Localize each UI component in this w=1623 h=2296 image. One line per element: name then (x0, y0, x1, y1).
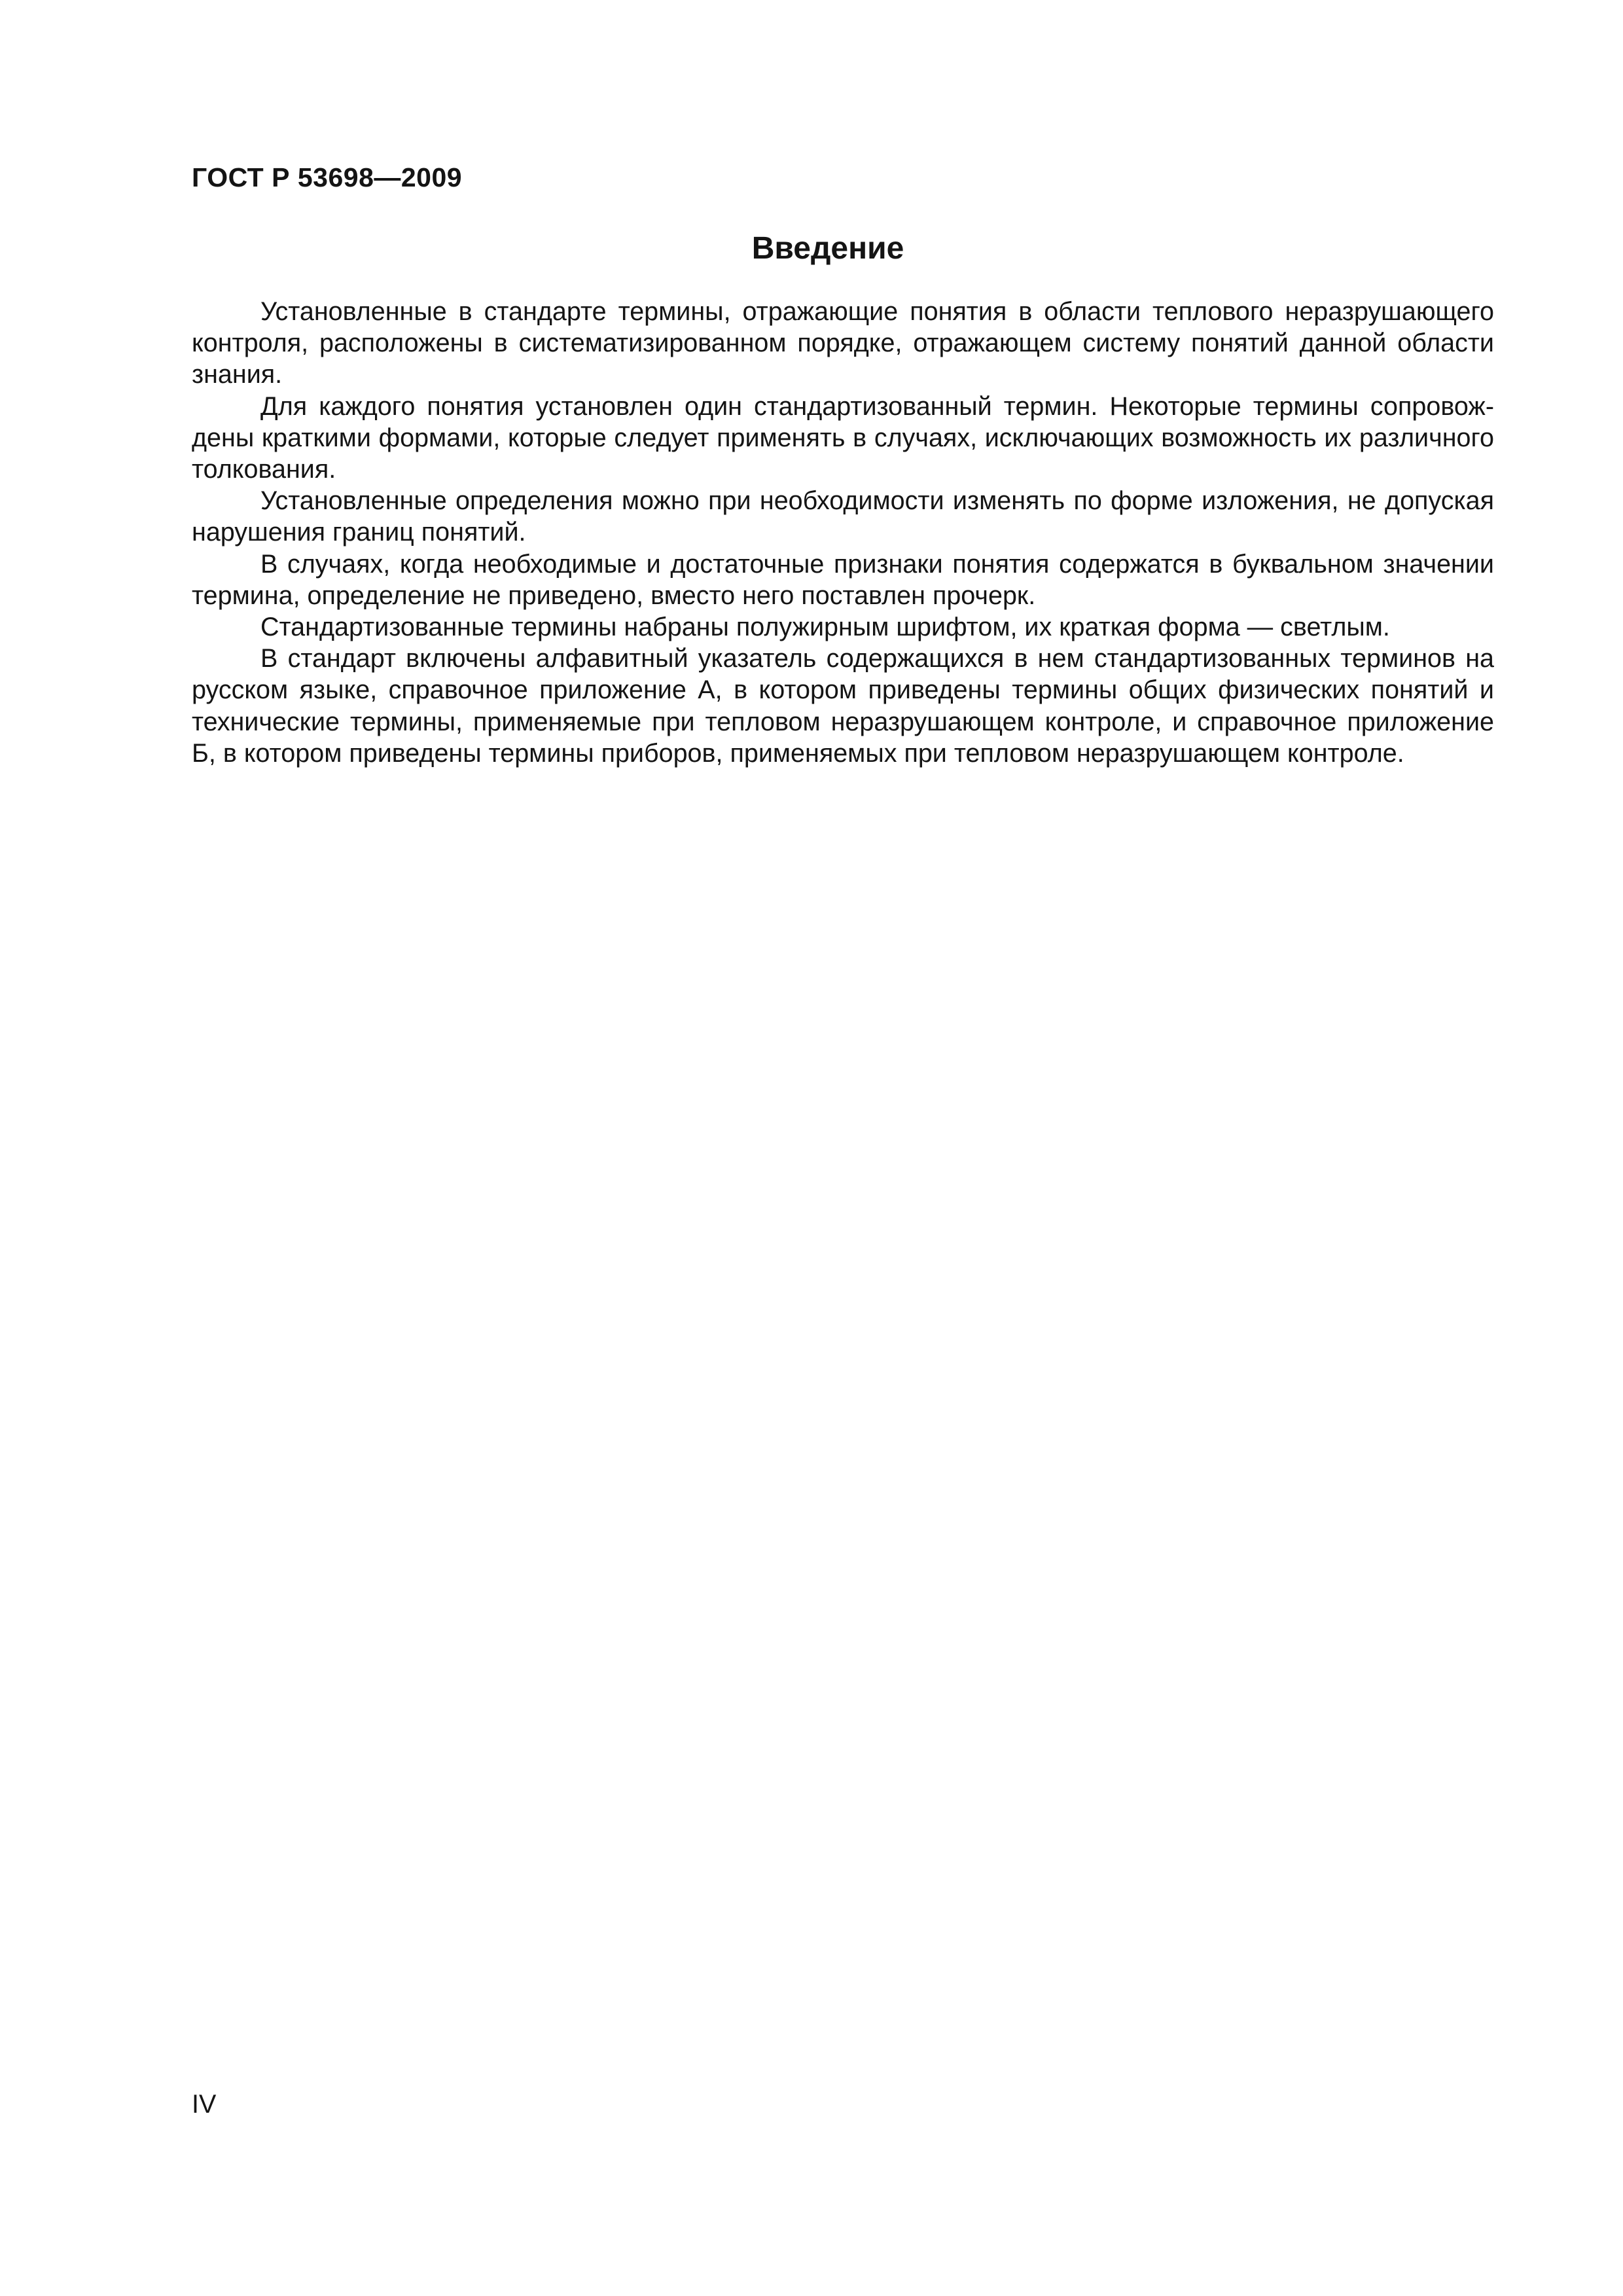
body-text (192, 296, 1494, 769)
paragraph-1: Установленные в стандарте термины, отражающие понятия в области теплового неразрушающего контроля, расположены в систематизированном порядке, отражающем систему понятий данной области знания. (192, 297, 1494, 389)
section-title: Введение (751, 231, 904, 266)
paragraph-4: В случаях, когда необходимые и достаточные признаки понятия содержатся в буквальном значении термина, определение не приведено, вместо него поставлен прочерк. (192, 549, 1494, 610)
paragraph-5: Стандартизованные термины набраны полужирным шрифтом, их краткая форма — светлым. (260, 613, 1390, 642)
paragraph-6: В стандарт включены алфавитный указатель содержащихся в нем стандартизованных терминов на русском языке, справочное приложение А, в котором приведены термины общих физических понятий и технические термины, применяемые при тепловом неразрушающем контроле, и справочное приложение Б, в котором приведены термины приборов, применяемых при тепловом неразрушающем контроле. (192, 644, 1494, 768)
paragraph-3: Установленные определения можно при необходимости изменять по форме изложения, не допуская нарушения границ понятий. (192, 486, 1494, 547)
page-number: IV (192, 2090, 217, 2119)
paragraph-2: Для каждого понятия установлен один стандартизованный термин. Некоторые термины сопровождены краткими формами, которые следует применять в случаях, исключающих возможность их различного толкования. (192, 391, 1494, 484)
page-header: ГОСТ Р 53698—2009 (192, 162, 463, 192)
